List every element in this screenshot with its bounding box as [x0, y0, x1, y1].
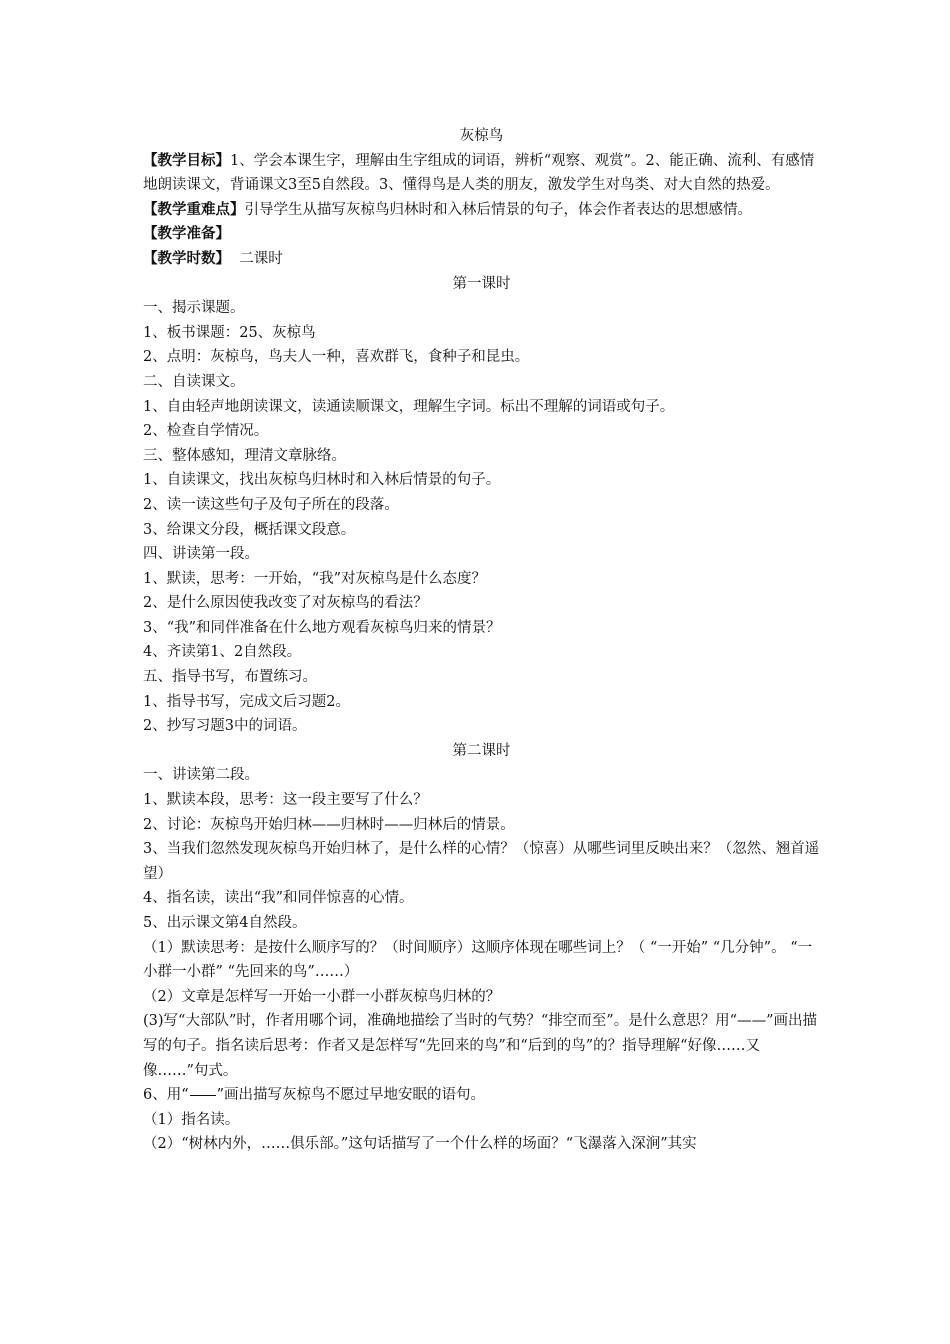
- objectives-label: 【教学目标】: [143, 151, 230, 169]
- key-points-text: 引导学生从描写灰椋鸟归林时和入林后情景的句子，体会作者表达的思想感情。: [244, 201, 752, 218]
- lesson1-line: 三、整体感知，理清文章脉络。: [143, 447, 346, 464]
- periods-text: 二课时: [230, 250, 283, 267]
- lesson1-line: 3、给课文分段，概括课文段意。: [143, 521, 356, 538]
- lesson1-line: 1、板书课题：25、灰椋鸟: [143, 324, 316, 341]
- lesson2-line: 2、讨论：灰椋鸟开始归林——归林时——归林后的情景。: [143, 816, 515, 833]
- lesson1-line: 二、自读课文。: [143, 373, 245, 390]
- lesson1-line: 1、自读课文，找出灰椋鸟归林时和入林后情景的句子。: [143, 472, 501, 489]
- lesson2-heading: 第二课时: [452, 742, 511, 759]
- lesson2-line: （2）“树林内外，……俱乐部。”这句话描写了一个什么样的场面？“飞瀑落入深涧”其实: [143, 1136, 697, 1153]
- lesson1-line: 2、读一读这些句子及句子所在的段落。: [143, 496, 399, 513]
- key-points-label: 【教学重难点】: [143, 200, 245, 218]
- lesson2-line: 3、当我们忽然发现灰椋鸟开始归林了，是什么样的心情？（惊喜）从哪些词里反映出来？（忽然、翘首遥望）: [143, 841, 820, 882]
- periods-label: 【教学时数】: [143, 249, 230, 267]
- key-points-paragraph: [143, 198, 820, 223]
- lesson1-line: 3、“我”和同伴准备在什么地方观看灰椋鸟归来的情景？: [143, 619, 501, 636]
- lesson1-line: 1、指导书写，完成文后习题2。: [143, 693, 350, 710]
- lesson2-line: （1）默读思考：是按什么顺序写的？（时间顺序）这顺序体现在哪些词上？（ “一开始” “几分钟”。 “一小群一小群” “先回来的鸟”……）: [143, 939, 813, 981]
- objectives-paragraph: [143, 149, 820, 198]
- lesson2-line: 一、讲读第二段。: [143, 767, 259, 784]
- lesson1-line: 2、点明：灰椋鸟，鸟夫人一种，喜欢群飞，食种子和昆虫。: [143, 349, 530, 366]
- underline-mark: [190, 1095, 216, 1096]
- lesson2-line: 5、出示课文第4自然段。: [143, 915, 307, 931]
- lesson2-item6: [143, 1083, 820, 1108]
- item6-prefix: 6、用“: [143, 1087, 189, 1104]
- lesson1-line: 一、揭示课题。: [143, 300, 245, 317]
- document-title: 灰椋鸟: [459, 128, 504, 144]
- lesson1-line: 4、齐读第1、2自然段。: [143, 644, 302, 661]
- lesson2-line: 4、指名读，读出“我”和同伴惊喜的心情。: [143, 890, 414, 907]
- lesson1-heading: 第一课时: [452, 275, 511, 292]
- lesson2-line: (3)写“大部队”时，作者用哪个词，准确地描绘了当时的气势？“排空而至”。是什么意思？用“——”画出描写的句子。指名读后思考：作者又是怎样写“先回来的鸟”和“后到的鸟”的？指导理解“好像……又像……”句式。: [143, 1013, 818, 1079]
- lesson1-line: 四、讲读第一段。: [143, 546, 259, 563]
- lesson1-line: 五、指导书写，布置练习。: [143, 669, 317, 686]
- periods-paragraph: [143, 247, 820, 272]
- lesson1-line: 1、自由轻声地朗读课文，读通读顺课文，理解生字词。标出不理解的词语或句子。: [143, 398, 675, 415]
- lesson1-line: 1、默读，思考：一开始，“我”对灰椋鸟是什么态度？: [143, 570, 487, 587]
- lesson2-line: （2）文章是怎样写一开始一小群一小群灰椋鸟归林的？: [143, 988, 501, 1005]
- lesson1-line: 2、检查自学情况。: [143, 423, 269, 440]
- lesson1-line: 2、是什么原因使我改变了对灰椋鸟的看法？: [143, 595, 428, 612]
- item6-suffix: ”画出描写灰椋鸟不愿过早地安眠的语句。: [216, 1087, 486, 1104]
- lesson1-line: 2、抄写习题3中的词语。: [143, 718, 307, 735]
- preparation-label: 【教学准备】: [143, 225, 230, 243]
- preparation-paragraph: [143, 222, 820, 247]
- lesson2-line: （1）指名读。: [143, 1111, 240, 1128]
- objectives-text: 1、学会本课生字，理解由生字组成的词语，辨析“观察、观赏”。2、能正确、流利、有感情地朗读课文，背诵课文3至5自然段。3、懂得鸟是人类的朋友，激发学生对鸟类、对大自然的热爱。: [143, 152, 815, 194]
- lesson2-line: 1、默读本段，思考：这一段主要写了什么？: [143, 792, 428, 809]
